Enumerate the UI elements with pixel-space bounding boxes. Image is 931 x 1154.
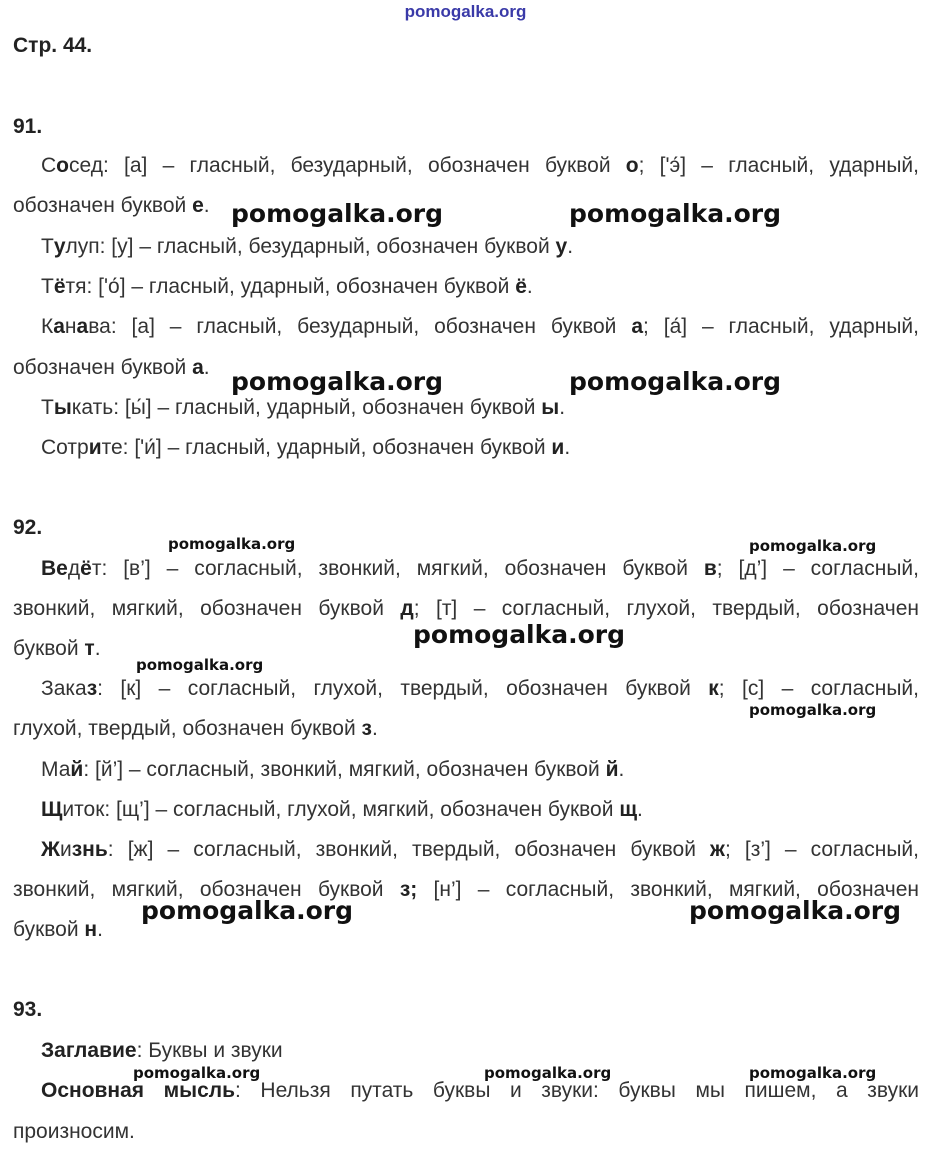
ex92-zhizn-line3: буквой н. bbox=[13, 918, 103, 941]
ex91-tulup: Тулуп: [у] – гласный, безударный, обозначен буквой у. bbox=[41, 235, 574, 258]
ex92-zakaz-line2: глухой, твердый, обозначен буквой з. bbox=[13, 717, 378, 740]
ex93-main-idea-line1: Основная мысль: Нельзя путать буквы и звуки: буквы мы пишем, а звуки bbox=[41, 1079, 919, 1102]
watermark-overlay: pomogalka.org bbox=[749, 701, 877, 719]
watermark-overlay: pomogalka.org bbox=[569, 367, 782, 396]
watermark-overlay: pomogalka.org bbox=[231, 199, 444, 228]
ex91-sotrite: Сотрите: [ʹи́] – гласный, ударный, обозначен буквой и. bbox=[41, 436, 571, 459]
ex92-zhizn-line2: звонкий, мягкий, обозначен буквой з; [н’] – согласный, звонкий, мягкий, обозначен bbox=[13, 878, 919, 901]
ex91-tetya: Тётя: [ʹо́] – гласный, ударный, обозначен буквой ё. bbox=[41, 275, 533, 298]
watermark-overlay: pomogalka.org bbox=[136, 656, 264, 674]
ex91-tykat: Тыкать: [ы́] – гласный, ударный, обозначен буквой ы. bbox=[41, 396, 566, 419]
ex92-zhizn-line1: Жизнь: [ж] – согласный, звонкий, твердый, обозначен буквой ж; [з’] – согласный, bbox=[41, 838, 919, 861]
exercise-92-number: 92. bbox=[13, 516, 43, 539]
watermark-overlay: pomogalka.org bbox=[484, 1064, 612, 1082]
watermark-overlay: pomogalka.org bbox=[133, 1064, 261, 1082]
ex93-title: Заглавие: Буквы и звуки bbox=[41, 1039, 283, 1062]
ex91-sosed-line1: Сосед: [а] – гласный, безударный, обозначен буквой о; [ʹэ́] – гласный, ударный, bbox=[41, 154, 919, 177]
ex92-vedet-line3: буквой т. bbox=[13, 637, 101, 660]
ex93-main-idea-line2: произносим. bbox=[13, 1120, 135, 1143]
ex91-kanava-line1: Канава: [а] – гласный, безударный, обозначен буквой а; [а́] – гласный, ударный, bbox=[41, 315, 919, 338]
watermark-overlay: pomogalka.org bbox=[168, 535, 296, 553]
ex91-sosed-line2: обозначен буквой е. bbox=[13, 194, 210, 217]
ex92-shchitok: Щиток: [щ’] – согласный, глухой, мягкий, обозначен буквой щ. bbox=[41, 798, 643, 821]
exercise-91-number: 91. bbox=[13, 115, 43, 138]
watermark-overlay: pomogalka.org bbox=[141, 896, 354, 925]
watermark-overlay: pomogalka.org bbox=[749, 1064, 877, 1082]
top-watermark: pomogalka.org bbox=[404, 2, 527, 21]
ex92-may: Май: [й’] – согласный, звонкий, мягкий, обозначен буквой й. bbox=[41, 758, 625, 781]
watermark-overlay: pomogalka.org bbox=[231, 367, 444, 396]
ex91-kanava-line2: обозначен буквой а. bbox=[13, 356, 210, 379]
page-label: Стр. 44. bbox=[13, 34, 93, 57]
exercise-93-number: 93. bbox=[13, 998, 43, 1021]
ex92-vedet-line1: Ведёт: [в’] – согласный, звонкий, мягкий, обозначен буквой в; [д’] – согласный, bbox=[41, 557, 919, 580]
ex92-zakaz-line1: Заказ: [к] – согласный, глухой, твердый, обозначен буквой к; [с] – согласный, bbox=[41, 677, 919, 700]
watermark-overlay: pomogalka.org bbox=[569, 199, 782, 228]
watermark-overlay: pomogalka.org bbox=[749, 537, 877, 555]
watermark-overlay: pomogalka.org bbox=[689, 896, 902, 925]
watermark-overlay: pomogalka.org bbox=[413, 620, 626, 649]
ex92-vedet-line2: звонкий, мягкий, обозначен буквой д; [т] – согласный, глухой, твердый, обозначен bbox=[13, 597, 919, 620]
